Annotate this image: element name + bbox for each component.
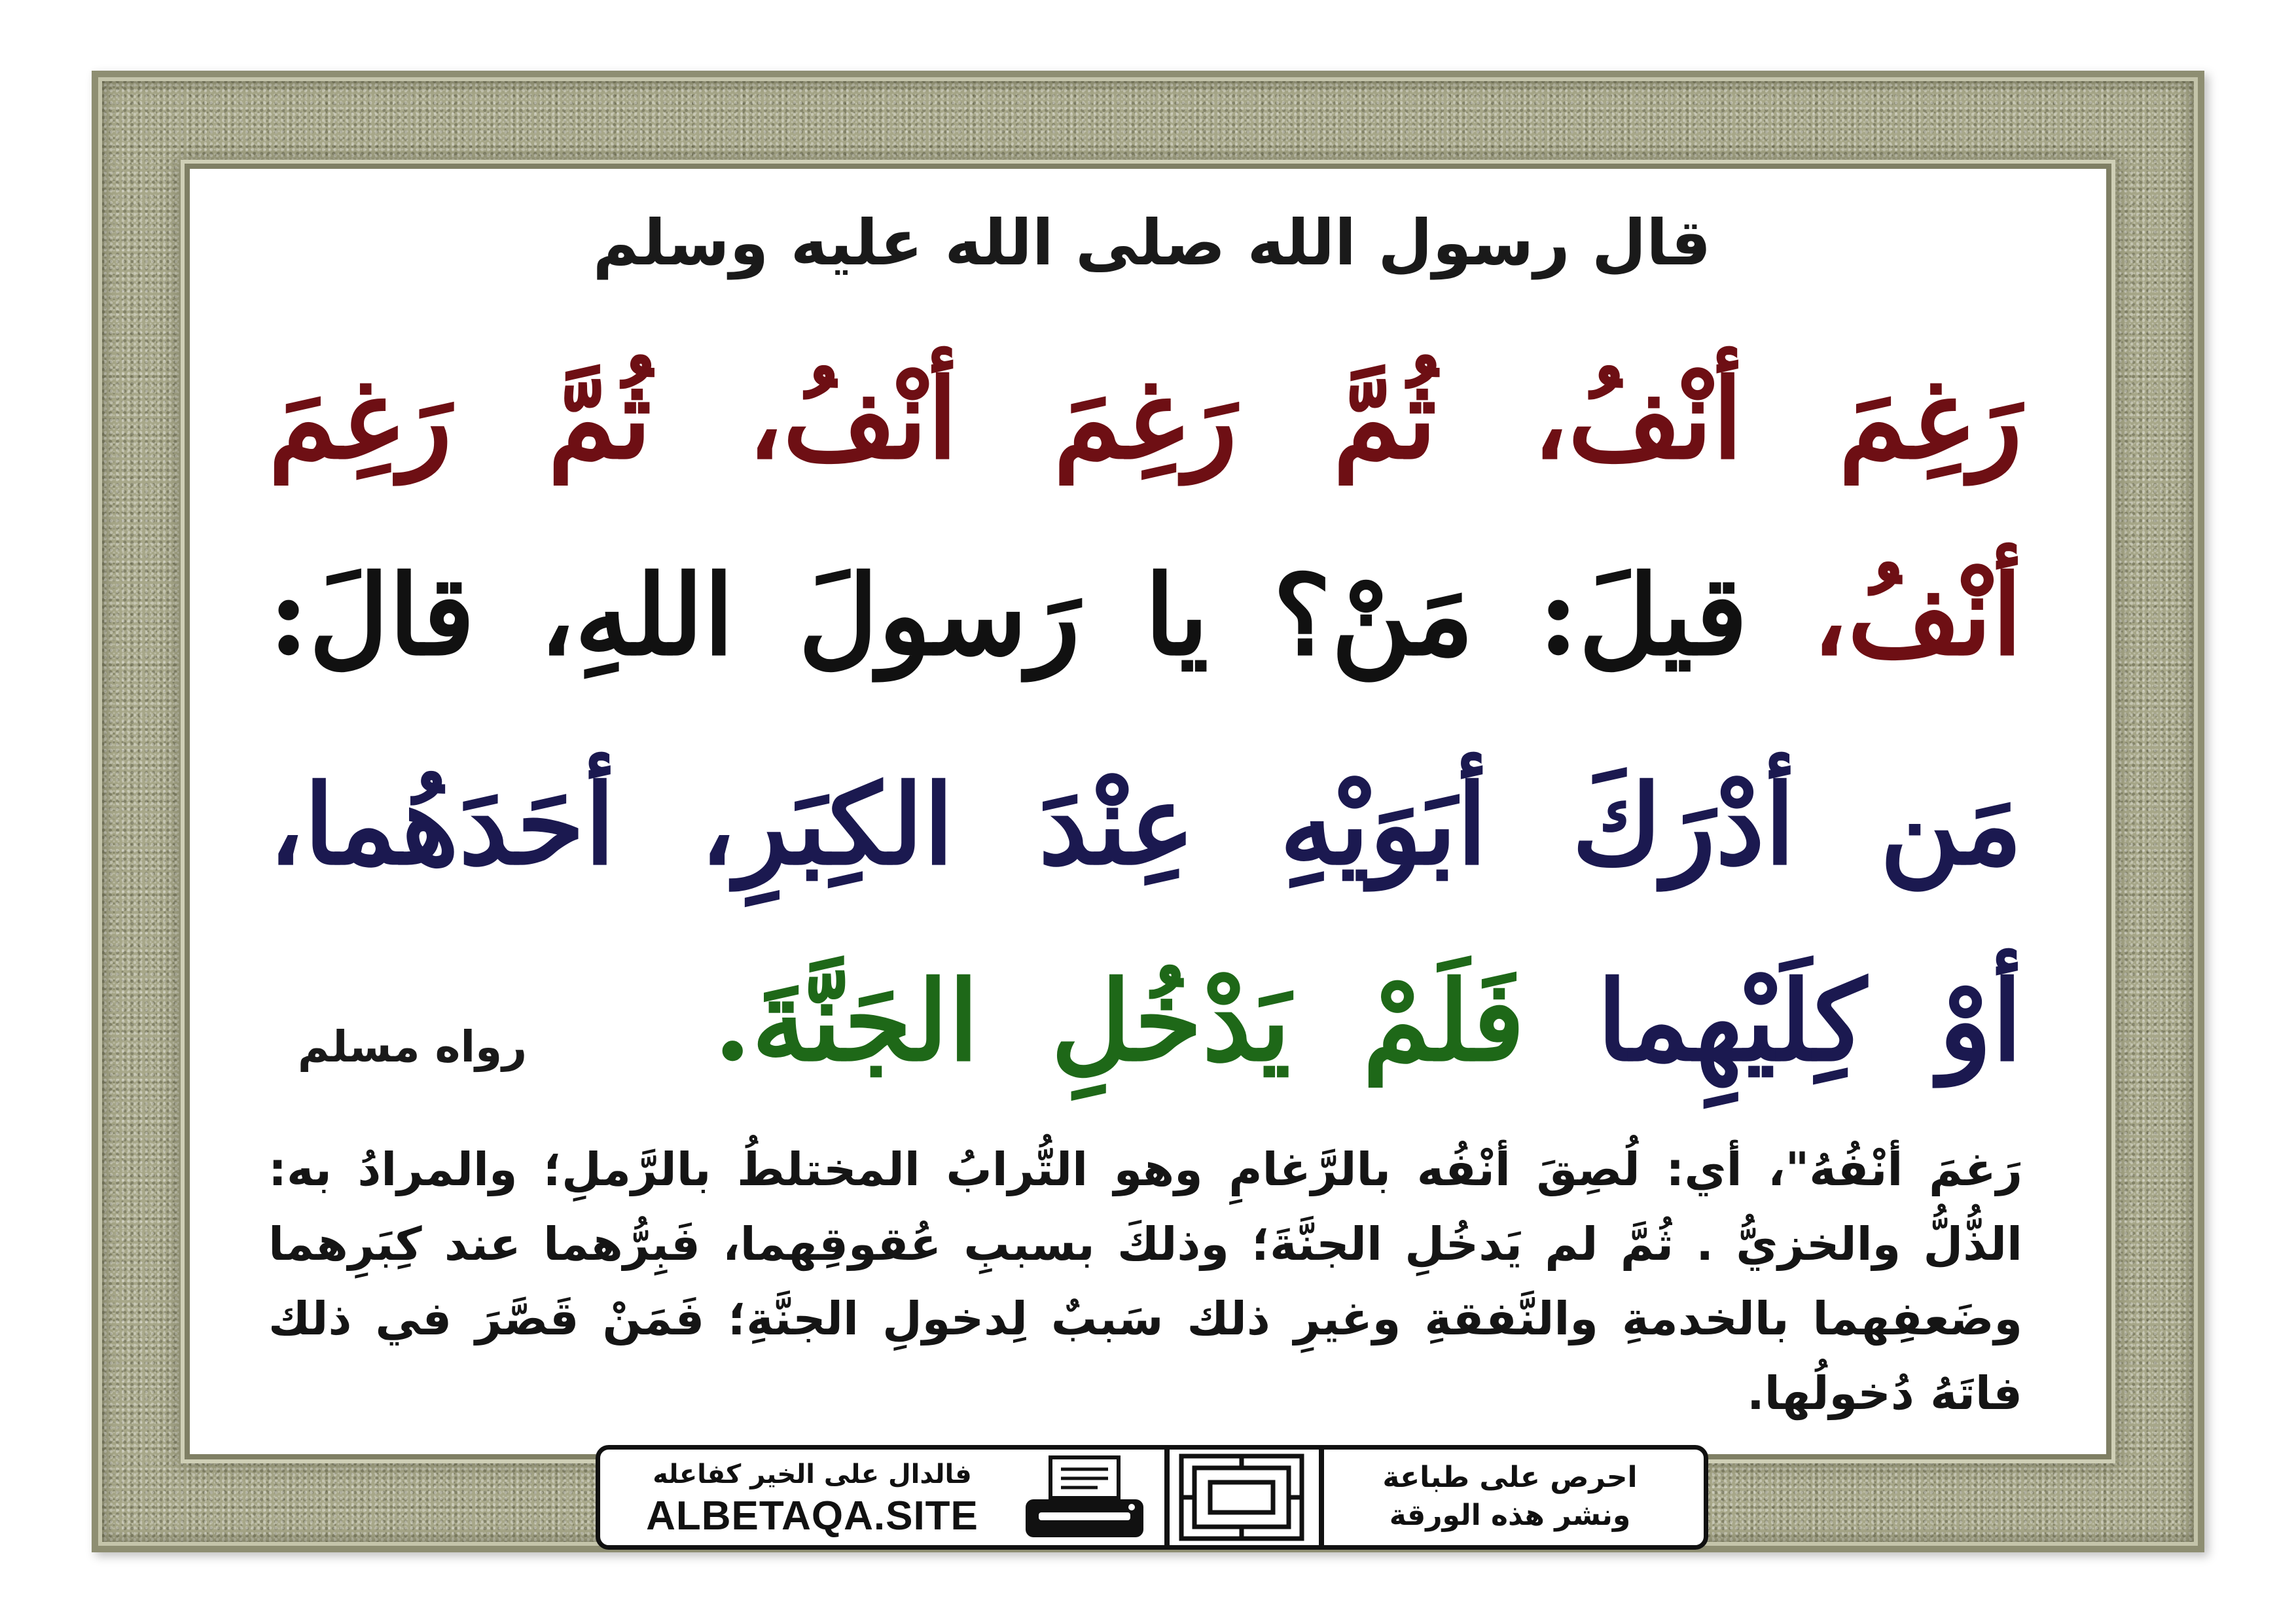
narrator-source: رواه مسلم [297, 1022, 528, 1072]
hadith-line-3: مَن أدْرَكَ أبَوَيْهِ عِنْدَ الكِبَرِ، أحَدَهُما، [268, 760, 2022, 889]
logo-icon [1176, 1452, 1307, 1543]
intro-heading: قال رسول الله صلى الله عليه وسلم [592, 206, 1712, 279]
footer-website-block [616, 1456, 1009, 1541]
hadith-line-2 [268, 537, 2022, 694]
footer-divider [1164, 1450, 1170, 1545]
print-note-line-1: احرص على طباعة [1382, 1461, 1638, 1494]
footer-print-note [1333, 1459, 1687, 1537]
hadith-line-4-green: فَلَمْ يَدْخُلِ الجَنَّةَ. [713, 956, 1525, 1086]
footer-banner [596, 1445, 1708, 1550]
footer-divider [1319, 1450, 1324, 1545]
footer-proverb: فالدال على الخير كفاعله [653, 1459, 972, 1489]
printer-icon [1019, 1454, 1150, 1545]
hadith-line-4 [713, 942, 2022, 1099]
hadith-line-2-maroon: أنْفُ، [1812, 550, 2022, 680]
hadith-line-4-navy: أوْ كِلَيْهِما [1596, 956, 2022, 1086]
hadith-line-1: رَغِمَ أنْفُ، ثُمَّ رَغِمَ أنْفُ، ثُمَّ رَغِمَ [268, 354, 2022, 484]
site-link[interactable]: ALBETAQA.SITE [646, 1493, 978, 1539]
print-note-line-2: ونشر هذه الورقة [1389, 1499, 1631, 1532]
hadith-line-2-dark: قيلَ: مَنْ؟ يا رَسولَ اللهِ، قالَ: [268, 550, 1748, 680]
explanation-text: رَغمَ أنْفُهُ"، أي: لُصِقَ أنْفُه بالرَّغامِ وهو التُّرابُ المختلطُ بالرَّملِ؛ والمرادُ به: الذُّلُّ والخزيُّ . ثُمَّ لم يَدخُلِ الجنَّةَ؛ وذلكَ بسببِ عُقوقِهما، فَبِرُّهما عند كِبَرِهما وضَعفِهما بالخدمةِ والنَّفقةِ وغيرِ ذلك سَببٌ لِدخولِ الجنَّةِ؛ فَمَنْ قَصَّرَ في ذلك فاتَهُ دُخولُها. [268, 1143, 2022, 1420]
